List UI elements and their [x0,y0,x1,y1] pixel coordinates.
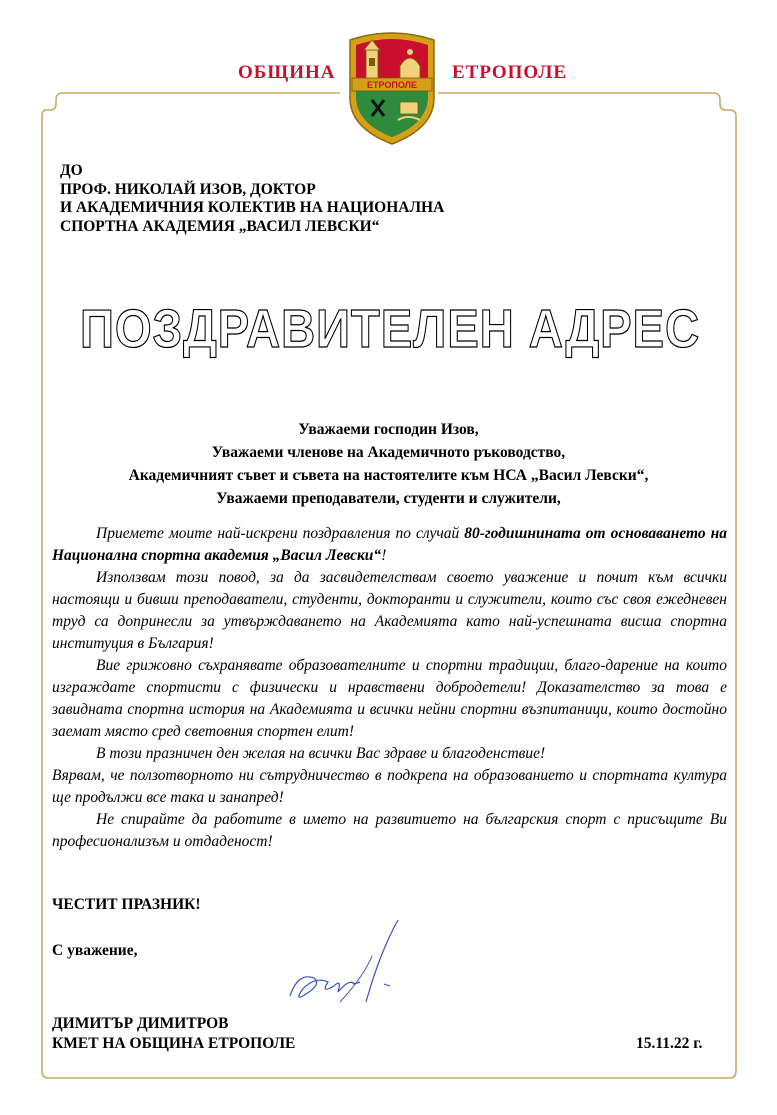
greeting-line: Академичният съвет и съвета на настоятелите към НСА „Васил Левски“, [128,467,649,484]
header-municipality-word: ОБЩИНА [238,62,336,83]
anniversary-highlight: 80-годишнината от основаването на Национална спортна академия „Васил Левски“ [52,525,727,564]
celebration-line: ЧЕСТИТ ПРАЗНИК! [52,896,201,913]
header-town-word: ЕТРОПОЛЕ [452,62,568,83]
crest-banner-text: ЕТРОПОЛЕ [367,80,417,90]
letter-date: 15.11.22 г. [636,1035,703,1052]
greeting-line: Уважаеми преподаватели, студенти и служители, [216,490,561,507]
document-title [0,282,777,362]
recipient-block [60,162,444,236]
body-paragraph: В този празничен ден желая на всички Вас здраве и благоденствие! [96,745,546,762]
signatory-position: КМЕТ НА ОБЩИНА ЕТРОПОЛЕ [52,1035,296,1052]
signatory-name: ДИМИТЪР ДИМИТРОВ [52,1015,229,1032]
coat-of-arms-logo [346,28,438,146]
greeting-line: Уважаеми членове на Академичното ръководство, [211,444,566,461]
body-paragraph: Не спирайте да работите в името на развитието на българския спорт с присъщите Ви професионализъм и отдаденост! [52,811,727,850]
letter-body [52,523,727,853]
regards-line: С уважение, [52,942,138,959]
document-title-text: ПОЗДРАВИТЕЛЕН АДРЕС [80,299,700,359]
greeting-block [40,418,737,510]
recipient-line: СПОРТНА АКАДЕМИЯ „ВАСИЛ ЛЕВСКИ“ [60,217,380,235]
recipient-line: ПРОФ. НИКОЛАЙ ИЗОВ, ДОКТОР [60,180,316,198]
body-paragraph: Използвам този повод, за да засвидетелствам своето уважение и почит към всички настоящи и бивши преподаватели, студенти, докторанти и служители, които със своя ежедневен труд са допринесли за утвърждаването на Академията като най-успешната висша спортна институция в България! [52,569,727,652]
body-paragraph [52,523,727,567]
body-paragraph: Вие грижовно съхранявате образователните и спортни традиции, благо-дарение на които изграждате спортисти с физически и нравствени добродетели! Доказателство за това е завидната спортна история на Академията и всички нейни спортни възпитаници, които достойно заемат място сред световния спортен елит! [52,657,727,740]
body-text: ! [381,547,387,564]
body-paragraph: Вярвам, че ползотворното ни сътрудничество в подкрепа на образованието и спортната култура ще продължи все така и занапред! [52,767,727,806]
handwritten-signature [280,912,410,1012]
recipient-line: И АКАДЕМИЧНИЯ КОЛЕКТИВ НА НАЦИОНАЛНА [60,199,445,216]
recipient-line: ДО [60,162,83,179]
greeting-line: Уважаеми господин Изов, [298,421,479,438]
body-text: Приемете моите най-искрени поздравления по случай [96,525,465,542]
